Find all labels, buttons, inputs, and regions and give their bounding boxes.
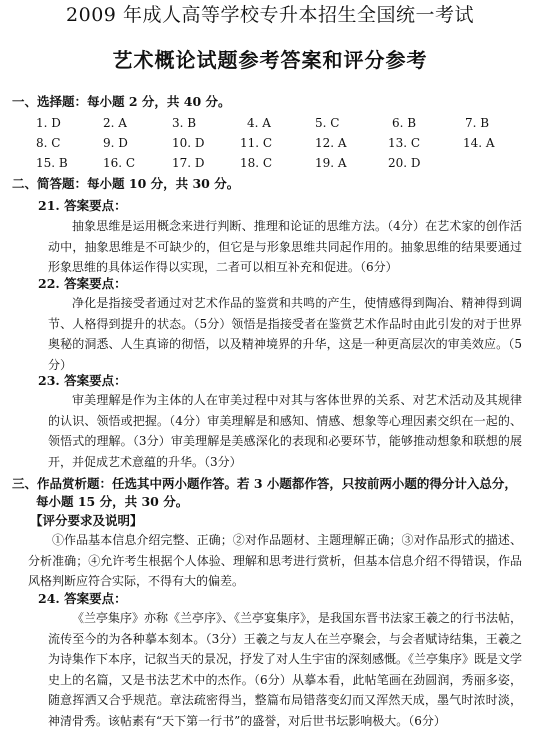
answer-3: 3. B xyxy=(172,116,197,130)
q21-label-text: 21. 答案要点： xyxy=(38,198,127,213)
answer-10: 10. D xyxy=(172,136,205,150)
q23-answer: 审美理解是作为主体的人在审美过程中对其与客体世界的关系、对艺术活动及其规律的认识、领悟或把握。（4分）审美理解是和感知、情感、想象等心理因素交织在一起的、领悟式的理解。（3分）审美理解是美感深化的表现和必要环节，能够推动想象和联想的展开，并促成艺术意蕴的升华。（3分） xyxy=(48,393,522,469)
answer-1: 1. D xyxy=(36,116,61,130)
scoring-requirements-label xyxy=(30,515,143,528)
answer-6: 6. B xyxy=(392,116,417,130)
answer-17: 17. D xyxy=(172,156,205,170)
q21-answer: 抽象思维是运用概念来进行判断、推理和论证的思维方法。（4分）在艺术家的创作活动中，抽象思维是不可缺少的，但它是与形象思维共同起作用的。抽象思维的结果要通过形象思维的具体运作得以实现，二者可以相互补充和促进。（6分） xyxy=(48,219,522,274)
scoring-requirements-text: 【评分要求及说明】 xyxy=(30,513,143,528)
section-3-note-1: 任选其中两小题作答。若 3 小题都作答，只按前两小题的得分计入总分， xyxy=(112,476,517,491)
answer-12: 12. A xyxy=(315,136,347,150)
q24-answer: 《兰亭集序》亦称《兰亭序》、《兰亭宴集序》，是我国东晋书法家王羲之的行书法帖，流传至今的为各种摹本刻本。（3分）王羲之与友人在兰亭聚会，与会者赋诗结集，王羲之为诗集作下本序，记叙当天的景况，抒发了对人生宇宙的深刻感慨。《兰亭集序》既是文学史上的名篇，又是书法艺术中的杰作。（6分）从摹本看，此帖笔画在劲圆润，秀丽多姿，随意挥洒又合乎规范。章法疏密得当，整篇布局错落变幻而又浑然天成，墨气时浓时淡，神清骨秀。该帖素有“天下第一行书”的盛誉，对后世书坛影响极大。（6分） xyxy=(48,611,523,728)
answer-15: 15. B xyxy=(36,156,68,170)
q22-label-text: 22. 答案要点： xyxy=(38,276,127,291)
section-1-note: 每小题 2 分，共 40 分。 xyxy=(87,94,231,109)
section-3-note-2: 每小题 15 分，共 30 分。 xyxy=(36,494,189,509)
section-3-heading xyxy=(12,478,517,491)
section-2-heading xyxy=(12,178,239,191)
answer-16: 16. C xyxy=(103,156,136,170)
answer-14: 14. A xyxy=(463,136,495,150)
q24-label-text: 24. 答案要点： xyxy=(38,591,127,606)
answer-18: 18. C xyxy=(240,156,273,170)
section-2-note: 每小题 10 分，共 30 分。 xyxy=(87,176,240,191)
answer-13: 13. C xyxy=(388,136,421,150)
section-3-note-line-2 xyxy=(36,496,188,509)
q21-label xyxy=(38,200,127,213)
section-1-heading xyxy=(12,96,231,109)
answer-5: 5. C xyxy=(315,116,340,130)
answer-7: 7. B xyxy=(465,116,490,130)
answer-2: 2. A xyxy=(103,116,127,130)
scoring-requirements: ①作品基本信息介绍完整、正确；②对作品题材、主题理解正确；③对作品形式的描述、分析准确；④允许考生根据个人体验、理解和思考进行赏析，但基本信息介绍不得错误，作品风格判断应符合实际，不得有大的偏差。 xyxy=(28,533,522,588)
page-subtitle: 艺术概论试题参考答案和评分参考 xyxy=(112,48,428,72)
q22-label xyxy=(38,278,127,291)
answer-4: 4. A xyxy=(247,116,271,130)
q22-answer: 净化是指接受者通过对艺术作品的鉴赏和共鸣的产生，使情感得到陶冶、精神得到调节、人格得到提升的状态。（5分）领悟是指接受者在鉴赏艺术作品时由此引发的对于世界奥秘的洞悉、人生真谛的彻悟，以及精神境界的升华，这是一种更高层次的审美效应。（5分） xyxy=(48,296,522,372)
section-2-title: 二、简答题： xyxy=(12,176,88,191)
q24-label xyxy=(38,593,127,606)
answer-19: 19. A xyxy=(315,156,347,170)
page-title: 2009 年成人高等学校专升本招生全国统一考试 xyxy=(66,4,474,26)
answer-8: 8. C xyxy=(36,136,61,150)
q23-label-text: 23. 答案要点： xyxy=(38,373,127,388)
section-1-title: 一、选择题： xyxy=(12,94,88,109)
section-3-title: 三、作品赏析题： xyxy=(12,476,113,491)
answer-11: 11. C xyxy=(240,136,273,150)
q23-label xyxy=(38,375,127,388)
answer-9: 9. D xyxy=(103,136,128,150)
answer-20: 20. D xyxy=(388,156,421,170)
